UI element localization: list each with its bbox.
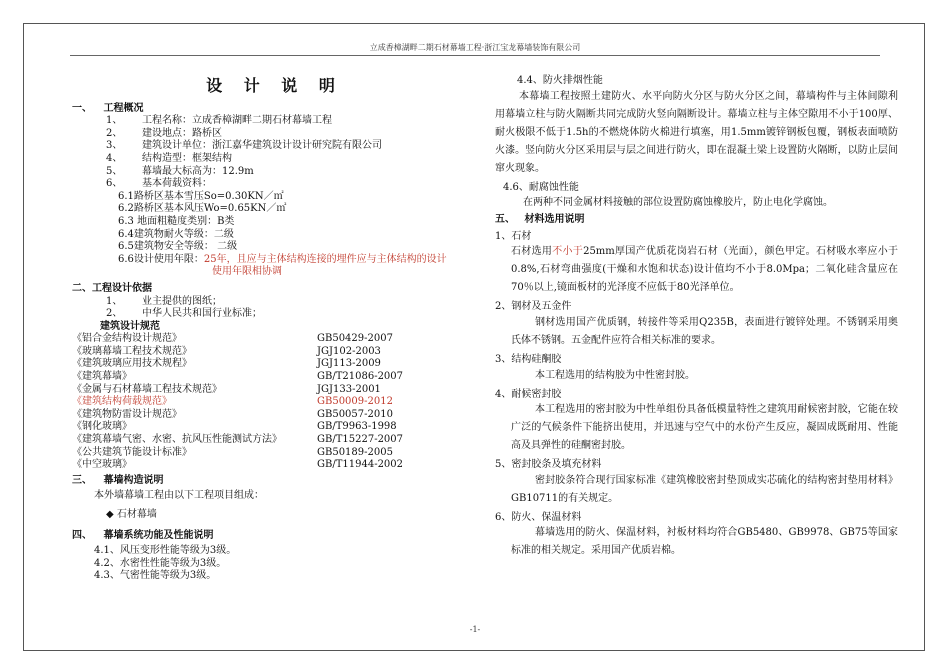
performance-item: 4.2、水密性性能等级为3级。: [94, 557, 227, 569]
item-text: 建设地点：路桥区: [142, 127, 222, 139]
material-text: 密封胶条符合现行国家标准《建筑橡胶密封垫顶成实芯硫化的结构密封垫用材料》GB10711的有关规定。: [511, 474, 898, 504]
overview-list: [72, 115, 477, 191]
section-5-number: 五、: [495, 214, 515, 226]
material-text: 钢材选用国产优质钢，转接件等采用Q235B，表面进行镀锌处理。不锈钢采用奥氏体不锈钢。五金配件应符合相关标准的要求。: [511, 316, 898, 346]
standard-code: JGJ102-2003: [317, 345, 381, 357]
load-item: 6.2路桥区基本风压Wo=0.65KN／㎡: [118, 203, 287, 215]
standard-name: 《公共建筑节能设计标准》: [72, 446, 192, 458]
section-4-number: 四、: [72, 529, 92, 541]
standard-name: 《建筑幕墙》: [72, 371, 132, 383]
item-number: 4、: [106, 152, 123, 164]
standard-code: JGJ133-2001: [317, 383, 381, 395]
item-number: 1、: [106, 115, 123, 127]
item-text: 建筑设计单位：浙江嘉华建筑设计设计研究院有限公司: [142, 140, 382, 152]
overview-item: [72, 178, 477, 191]
standard-row: [72, 396, 477, 409]
standard-code: JGJ113-2009: [317, 358, 381, 370]
load-item: 6.3 地面粗糙度类别：B类: [118, 215, 235, 227]
material-heading: 1、石材: [495, 230, 532, 242]
corrosion-text: 在两种不同金属材料接触的部位设置防腐蚀橡胶片，防止电化学腐蚀。: [523, 197, 833, 209]
standard-name: 《建筑物防雷设计规范》: [72, 408, 182, 420]
standard-row: [72, 346, 477, 359]
standard-code: GB50057-2010: [317, 408, 393, 420]
standard-row: [72, 447, 477, 460]
corrosion-heading: 4.6、耐腐蚀性能: [503, 181, 579, 193]
item-number: 5、: [106, 165, 123, 177]
section-1-number: 一、: [72, 102, 92, 114]
item-text: 工程名称：立成香樟湖畔二期石材幕墙工程: [142, 115, 332, 127]
overview-item: [72, 166, 477, 179]
load-data-list: [72, 191, 477, 279]
material-text: 本工程选用的结构胶为中性密封胶。: [535, 369, 695, 381]
stone-text-start: 石材选用: [511, 246, 553, 258]
service-life-label: 6.6设计使用年限：: [118, 253, 204, 265]
performance-item: 4.3、气密性能等级为3级。: [94, 570, 217, 582]
stone-text-rest: 25mm厚国产优质花岗岩石材（光面），颜色甲定。石材吸水率应小于0.8%,石材弯曲强度(干燥和水饱和状态)设计值均不小于8.0Mpa；二氧化硅含量应在70％以上,镜面板材的光泽度不应低于80光泽单位。: [511, 246, 899, 294]
standard-name: 《玻璃幕墙工程技术规范》: [72, 345, 192, 357]
standard-code: GB50009-2012: [317, 396, 393, 408]
standard-code: GB/T15227-2007: [317, 434, 404, 446]
section-5-heading: [495, 214, 898, 227]
basis-item: [72, 296, 477, 309]
standard-row: [72, 371, 477, 384]
standard-code: GB/T21086-2007: [317, 371, 404, 383]
section-1-title: 工程概况: [103, 102, 144, 114]
standard-name: 《金属与石材幕墙工程技术规范》: [72, 383, 222, 395]
service-life-value: 25年，且应与主体结构连接的埋件应与主体结构的设计: [203, 253, 447, 265]
service-life-continued: 使用年限相协调: [212, 266, 282, 278]
stone-text-highlight: 不小于: [552, 246, 584, 258]
item-text: 业主提供的图纸；: [142, 295, 222, 307]
fire-performance-heading: 4.4、防火排烟性能: [517, 75, 603, 86]
standard-code: GB50189-2005: [317, 446, 393, 458]
standard-code: GB/T9963-1998: [317, 421, 397, 433]
overview-item: [72, 128, 477, 141]
item-number: 2、: [106, 127, 123, 139]
performance-list: [72, 545, 477, 583]
material-text: 本工程选用的密封胶为中性单组份具备低模量特性之建筑用耐候密封胶，它能在较广泛的气候条件下能挤出使用，并迅速与空气中的水份产生反应，凝固成既耐用、性能高及具弹性的硅酮密封胶。: [511, 404, 898, 452]
standards-list: [72, 333, 477, 472]
standard-name: 《建筑结构荷载规范》: [72, 396, 172, 408]
item-text: 中华人民共和国行业标准；: [142, 308, 262, 320]
load-item: 6.1路桥区基本雪压So=0.30KN／㎡: [118, 190, 284, 202]
page-header: 立成香樟湖畔二期石材幕墙工程·浙江宝龙幕墙装饰有限公司: [369, 43, 581, 52]
item-number: 3、: [106, 140, 123, 152]
item-number: 2、: [106, 308, 123, 320]
item-text: 幕墙最大标高为：12.9m: [142, 165, 254, 177]
standard-row: [72, 434, 477, 447]
standard-row: [72, 333, 477, 346]
material-heading: 3、结构硅酮胶: [495, 353, 562, 365]
load-item: 6.5建筑物安全等级： 二级: [118, 241, 238, 253]
item-number: 6、: [106, 178, 123, 190]
right-column: [495, 75, 898, 560]
left-column: [72, 74, 477, 583]
basis-item: [72, 308, 477, 321]
standard-name: 《建筑玻璃应用技术规程》: [72, 358, 192, 370]
material-heading: 5、密封胶条及填充材料: [495, 459, 602, 471]
curtain-wall-item: ◆ 石材幕墙: [106, 509, 157, 520]
standard-row: [72, 384, 477, 397]
standard-row: [72, 358, 477, 371]
item-number: 1、: [106, 295, 123, 307]
standard-name: 《铝合金结构设计规范》: [72, 333, 182, 345]
section-4-heading: [72, 530, 477, 543]
standards-subheading: 建筑设计规范: [100, 320, 160, 332]
item-text: 基本荷载资料：: [142, 178, 212, 190]
material-text: [495, 243, 898, 297]
material-text: 幕墙选用的防火、保温材料，衬板材料均符合GB5480、GB9978、GB75等国家标准的相关规定。采用国产优质岩棉。: [511, 527, 898, 557]
service-life-item: [72, 254, 477, 267]
section-1-heading: [72, 103, 477, 116]
section-3-title: 幕墙构造说明: [103, 474, 164, 486]
overview-item: [72, 115, 477, 128]
section-3-number: 三、: [72, 474, 92, 486]
standard-code: GB50429-2007: [317, 333, 393, 345]
material-heading: 2、钢材及五金件: [495, 301, 572, 313]
standard-row: [72, 421, 477, 434]
section-3-heading: [72, 475, 477, 488]
material-heading: 4、耐候密封胶: [495, 388, 562, 400]
material-heading: 6、防火、保温材料: [495, 511, 582, 523]
standard-row: [72, 409, 477, 422]
page-number: -1-: [469, 625, 481, 634]
fire-performance-text: 本幕墙工程按照土建防火、水平向防火分区与防火分区之间，幕墙构件与主体间隙利用幕墙立柱与防火隔断共同完成防火竖向隔断设计。幕墙立柱与主体空隙用不小于100厚、耐火极限不低于1.5h的不燃烧体防火棉进行填塞，用1.5mm镀锌钢板包覆，钢板表面喷防火漆。竖向防火分区采用层与层之间进行防火，即在混凝土梁上设置防火隔断，以防止层间窜火现象。: [495, 90, 898, 174]
standard-name: 《钢化玻璃》: [72, 421, 132, 433]
page-title: 设 计 说 明: [206, 76, 343, 95]
header-rule: [70, 55, 880, 56]
standard-name: 《建筑幕墙气密、水密、抗风压性能测试方法》: [72, 434, 282, 446]
overview-item: [72, 153, 477, 166]
standard-code: GB/T11944-2002: [317, 459, 404, 471]
standard-name: 《中空玻璃》: [72, 459, 132, 471]
overview-item: [72, 140, 477, 153]
section-3-intro: 本外墙幕墙工程由以下工程项目组成：: [94, 490, 264, 502]
performance-item: 4.1、风压变形性能等级为3级。: [94, 545, 237, 557]
section-2-heading: 二、工程设计依据: [72, 282, 152, 294]
section-4-title: 幕墙系统功能及性能说明: [103, 529, 214, 541]
standard-row: [72, 459, 477, 472]
load-item: 6.4建筑物耐火等级：二级: [118, 228, 234, 240]
item-text: 结构造型：框架结构: [142, 152, 232, 164]
section-5-title: 材料选用说明: [524, 214, 585, 226]
